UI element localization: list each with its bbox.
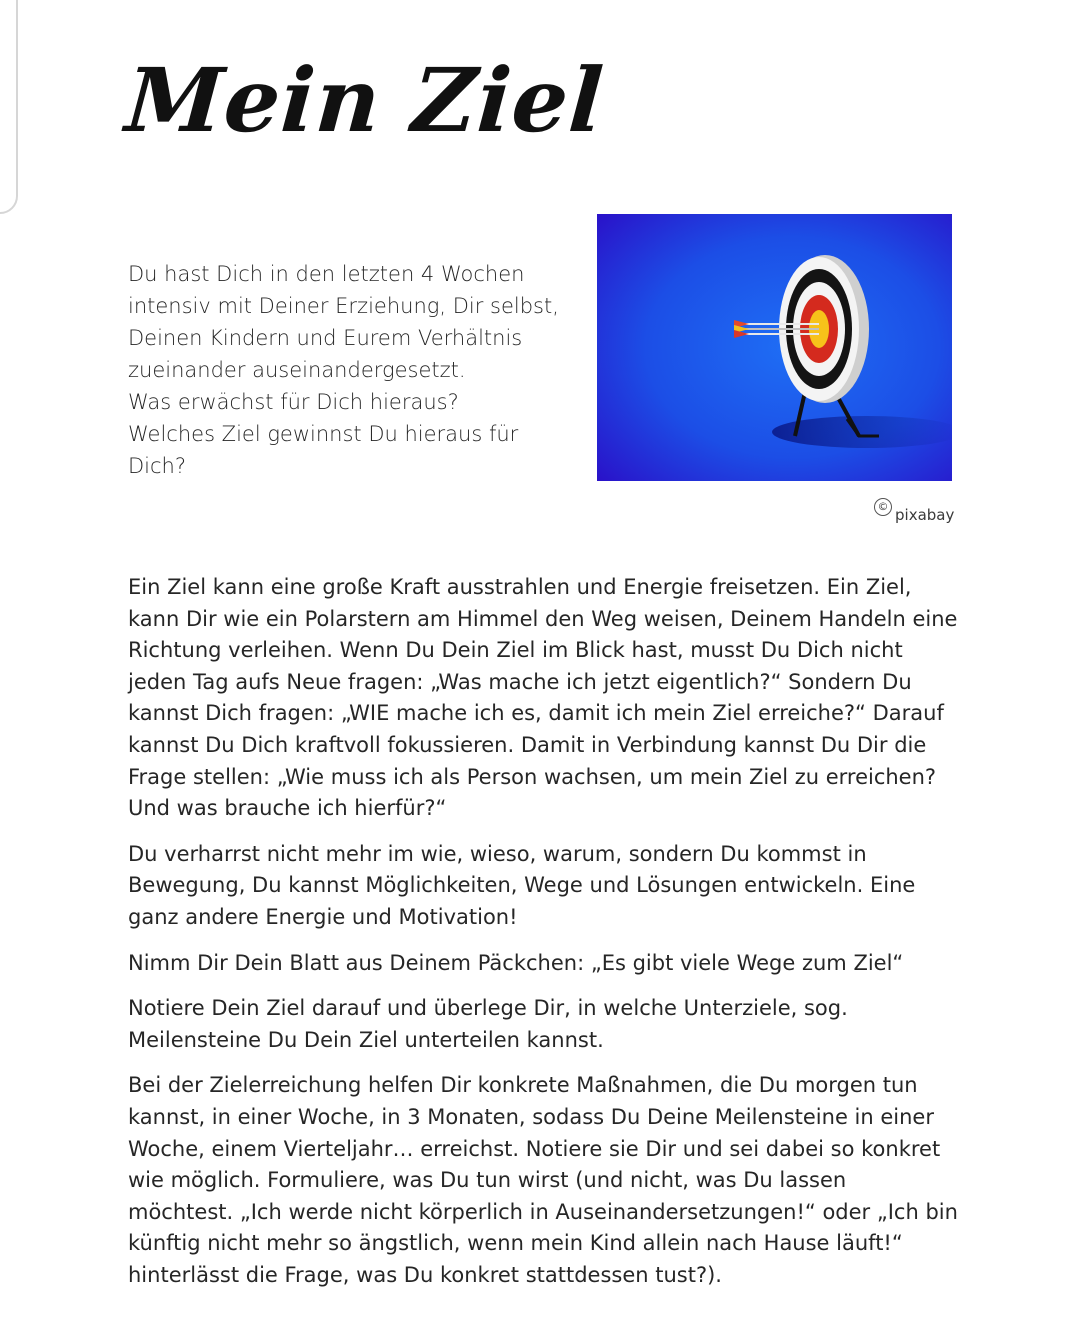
intro-line: Du hast Dich in den letzten 4 Wochen — [128, 262, 525, 286]
archery-target-icon — [597, 214, 952, 481]
paragraph: Nimm Dir Dein Blatt aus Deinem Päckchen: „Es gibt viele Wege zum Ziel“ — [128, 950, 904, 975]
paragraph: Du verharrst nicht mehr im wie, wieso, warum, sondern Du kommst in Bewegung, Du kannst Möglichkeiten, Wege und Lösungen entwickeln. Eine ganz andere Energie und Motivation! — [128, 841, 916, 929]
paragraph: Notiere Dein Ziel darauf und überlege Dir, in welche Unterziele, sog. Meilensteine Du Dein Ziel unterteilen kannst. — [128, 996, 848, 1052]
page-title: Mein Ziel — [122, 48, 608, 152]
intro-line: zueinander auseinandergesetzt. — [128, 358, 466, 382]
credit-text: pixabay — [895, 506, 955, 524]
intro-line: Welches Ziel gewinnst Du hieraus für Dich? — [128, 422, 519, 478]
paragraph: Bei der Zielerreichung helfen Dir konkrete Maßnahmen, die Du morgen tun kannst, in einer Woche, in 3 Monaten, sodass Du Deine Meilensteine in einer Woche, einem Vierteljahr… erreichst. Notiere sie Dir und sei dabei so konkret wie möglich. Formuliere, was Du tun wirst (und nicht, was Du lassen möchtest. „Ich werde nicht körperlich in Auseinandersetzungen!“ oder „Ich bin künftig nicht mehr so ängstlich, wenn mein Kind allein nach Hause läuft!“ hinterlässt die Frage, was Du konkret stattdessen tust?). — [128, 1073, 958, 1287]
intro-line: Was erwächst für Dich hieraus? — [128, 390, 459, 414]
intro-line: intensiv mit Deiner Erziehung, Dir selbst, — [128, 294, 559, 318]
copyright-icon: © — [874, 498, 892, 516]
paragraph: Ein Ziel kann eine große Kraft ausstrahlen und Energie freisetzen. Ein Ziel, kann Dir wie ein Polarstern am Himmel den Weg weisen, Deinem Handeln eine Richtung verleihen. Wenn Du Dein Ziel im Blick hast, musst Du Dich nicht jeden Tag aufs Neue fragen: „Was mache ich jetzt eigentlich?“ Sondern Du kannst Dich fragen: „WIE mache ich es, damit ich mein Ziel erreiche?“ Darauf kannst Du Dich kraftvoll fokussieren. Damit in Verbindung kannst Du Dir die Frage stellen: „Wie muss ich als Person wachsen, um mein Ziel zu erreichen? Und was brauche ich hierfür?“ — [128, 575, 958, 821]
page-corner-fold — [0, 0, 18, 214]
intro-text — [128, 258, 578, 482]
image-credit — [874, 498, 955, 524]
archery-target-image — [597, 214, 952, 481]
intro-line: Deinen Kindern und Eurem Verhältnis — [128, 326, 523, 350]
body-text — [128, 572, 958, 1305]
